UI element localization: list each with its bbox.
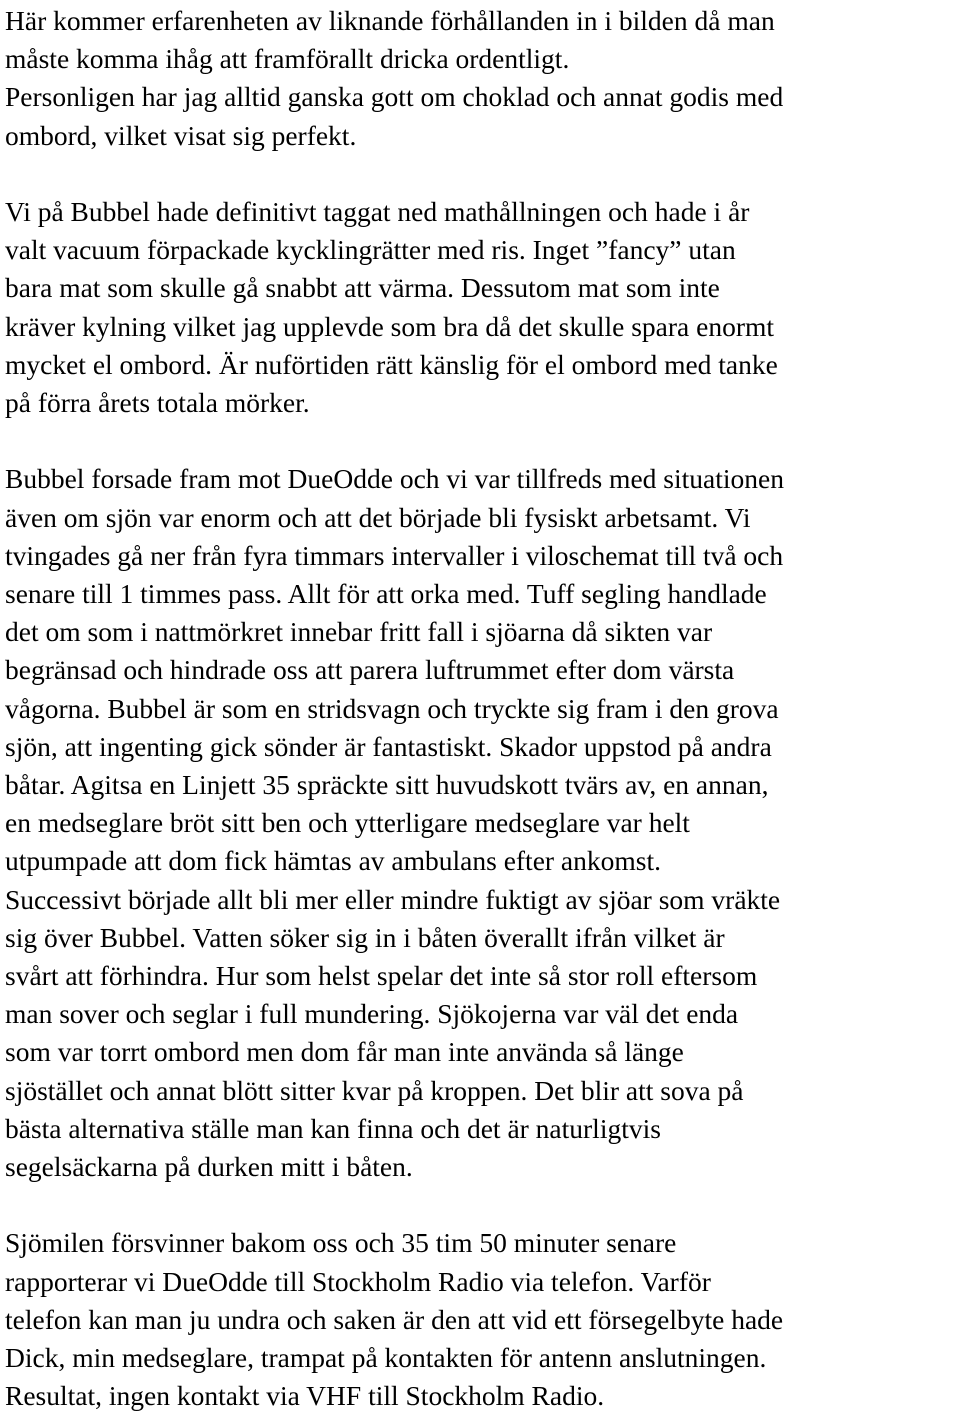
paragraph-radio-report xyxy=(5,1224,957,1415)
text-line: sjöstället och annat blött sitter kvar på kroppen. Det blir att sova på xyxy=(5,1074,744,1106)
text-line: begränsad och hindrade oss att parera luftrummet efter dom värsta xyxy=(5,654,735,686)
text-line: rapporterar vi DueOdde till Stockholm Radio via telefon. Varför xyxy=(5,1265,711,1297)
text-line: sig över Bubbel. Vatten söker sig in i båten överallt ifrån vilket är xyxy=(5,921,725,953)
text-line: segelsäckarna på durken mitt i båten. xyxy=(5,1151,413,1183)
text-line: Vi på Bubbel hade definitivt taggat ned mathållningen och hade i år xyxy=(5,196,750,227)
text-line: senare till 1 timmes pass. Allt för att orka med. Tuff segling handlade xyxy=(5,578,767,610)
text-line: tvingades gå ner från fyra timmars intervaller i viloschemat till två och xyxy=(5,539,784,571)
text-line: svårt att förhindra. Hur som helst spelar det inte så stor roll eftersom xyxy=(5,960,758,992)
paragraph-sailing xyxy=(5,460,957,1186)
text-line: Personligen har jag alltid ganska gott om choklad och annat godis med xyxy=(5,81,784,113)
text-line: sjön, att ingenting gick sönder är fantastiskt. Skador uppstod på andra xyxy=(5,730,772,762)
text-line: måste komma ihåg att framförallt dricka ordentligt. xyxy=(5,43,570,75)
text-line: Bubbel forsade fram mot DueOdde och vi var tillfreds med situationen xyxy=(5,463,784,495)
text-line: valt vacuum förpackade kycklingrätter med ris. Inget ”fancy” utan xyxy=(5,234,736,266)
text-line: på förra årets totala mörker. xyxy=(5,387,310,419)
text-line: som var torrt ombord men dom får man inte använda så länge xyxy=(5,1036,684,1068)
text-line: även om sjön var enorm och att det började bli fysiskt arbetsamt. Vi xyxy=(5,501,751,533)
text-line: en medseglare bröt sitt ben och ytterligare medseglare var helt xyxy=(5,807,690,839)
text-line: Resultat, ingen kontakt via VHF till Stockholm Radio. xyxy=(5,1380,605,1412)
text-line: mycket el ombord. Är nuförtiden rätt känslig för el ombord med tanke xyxy=(5,348,778,380)
text-line: bara mat som skulle gå snabbt att värma. Dessutom mat som inte xyxy=(5,272,720,304)
document-page xyxy=(5,2,957,1415)
text-line: båtar. Agitsa en Linjett 35 spräckte sitt huvudskott tvärs av, en annan, xyxy=(5,769,769,801)
text-line: telefon kan man ju undra och saken är den att vid ett försegelbyte hade xyxy=(5,1303,784,1335)
text-line: bästa alternativa ställe man kan finna och det är naturligtvis xyxy=(5,1112,661,1144)
text-line: vågorna. Bubbel är som en stridsvagn och tryckte sig fram i den grova xyxy=(5,692,779,724)
text-line: utpumpade att dom fick hämtas av ambulans efter ankomst. xyxy=(5,845,661,877)
paragraph-food-drink xyxy=(5,2,957,155)
text-line: kräver kylning vilket jag upplevde som bra då det skulle spara enormt xyxy=(5,310,775,342)
text-line: Dick, min medseglare, trampat på kontakten för antenn anslutningen. xyxy=(5,1342,767,1374)
paragraph-meals xyxy=(5,193,957,422)
text-line: Sjömilen försvinner bakom oss och 35 tim 50 minuter senare xyxy=(5,1227,677,1259)
text-line: det om som i nattmörkret innebar fritt fall i sjöarna då sikten var xyxy=(5,616,713,648)
text-line: ombord, vilket visat sig perfekt. xyxy=(5,119,357,151)
text-line: Här kommer erfarenheten av liknande förhållanden in i bilden då man xyxy=(5,5,775,36)
text-line: Successivt började allt bli mer eller mindre fuktigt av sjöar som vräkte xyxy=(5,883,781,915)
text-line: man sover och seglar i full mundering. Sjökojerna var väl det enda xyxy=(5,998,739,1030)
